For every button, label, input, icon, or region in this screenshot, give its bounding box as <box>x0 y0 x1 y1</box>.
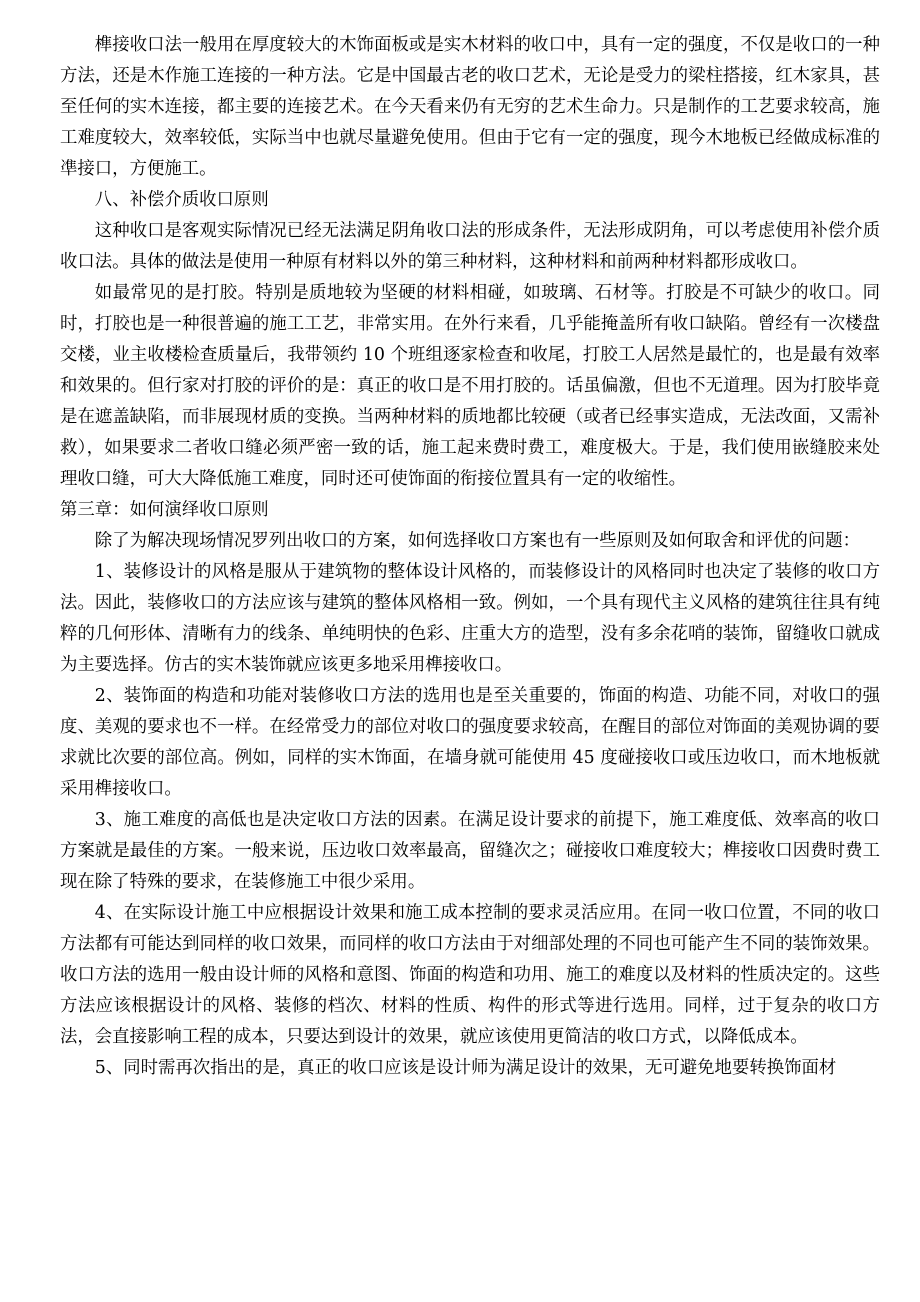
paragraph-glue-sealing: 如最常见的是打胶。特别是质地较为坚硬的材料相碰，如玻璃、石材等。打胶是不可缺少的收口。同时，打胶也是一种很普遍的施工工艺，非常实用。在外行来看，几乎能掩盖所有收口缺陷。曾经有一次楼盘交楼，业主收楼检查质量后，我带领约 10 个班组逐家检查和收尾，打胶工人居然是最忙的，也是最有效率和效果的。但行家对打胶的评价的是：真正的收口是不用打胶的。话虽偏激，但也不无道理。因为打胶毕竟是在遮盖缺陷，而非展现材质的变换。当两种材料的质地都比较硬（或者已经事实造成，无法改面，又需补救），如果要求二者收口缝必须严密一致的话，施工起来费时费工，难度极大。于是，我们使用嵌缝胶来处理收口缝，可大大降低施工难度，同时还可使饰面的衔接位置具有一定的收缩性。 <box>60 283 880 489</box>
paragraph-tenon-joint: 榫接收口法一般用在厚度较大的木饰面板或是实木材料的收口中，具有一定的强度，不仅是收口的一种方法，还是木作施工连接的一种方法。它是中国最古老的收口艺术，无论是受力的梁柱搭接，红木家具，甚至任何的实木连接，都主要的连接艺术。在今天看来仍有无穷的艺术生命力。只是制作的工艺要求较高，施工难度较大，效率较低，实际当中也就尽量避免使用。但由于它有一定的强度，现今木地板已经做成标准的凖接口，方便施工。 <box>60 35 880 179</box>
section-heading-compensation: 八、补偿介质收口原则 <box>94 190 269 210</box>
paragraph-point-4: 4、在实际设计施工中应根据设计效果和施工成本控制的要求灵活应用。在同一收口位置，不同的收口方法都有可能达到同样的收口效果，而同样的收口方法由于对细部处理的不同也可能产生不同的装饰效果。收口方法的选用一般由设计师的风格和意图、饰面的构造和功用、施工的难度以及材料的性质决定的。这些方法应该根据设计的风格、装修的档次、材料的性质、构件的形式等进行选用。同样，过于复杂的收口方法，会直接影响工程的成本，只要达到设计的效果，就应该使用更简洁的收口方式，以降低成本。 <box>60 903 880 1047</box>
paragraph-point-3: 3、施工难度的高低也是决定收口方法的因素。在满足设计要求的前提下，施工难度低、效率高的收口方案就是最佳的方案。一般来说，压边收口效率最高，留缝次之；碰接收口难度较大；榫接收口因费时费工现在除了特殊的要求，在装修施工中很少采用。 <box>60 810 880 892</box>
paragraph-point-5: 5、同时需再次指出的是，真正的收口应该是设计师为满足设计的效果，无可避免地要转换饰面材 <box>94 1058 837 1078</box>
paragraph-chapter-intro: 除了为解决现场情况罗列出收口的方案，如何选择收口方案也有一些原则及如何取舍和评优的问题： <box>94 531 860 551</box>
paragraph-compensation-intro: 这种收口是客观实际情况已经无法满足阴角收口法的形成条件，无法形成阴角，可以考虑使用补偿介质收口法。具体的做法是使用一种原有材料以外的第三种材料，这种材料和前两种材料都形成收口。 <box>60 221 880 272</box>
document-page <box>60 30 880 1084</box>
paragraph-point-1: 1、装修设计的风格是服从于建筑物的整体设计风格的，而装修设计的风格同时也决定了装修的收口方法。因此，装修收口的方法应该与建筑的整体风格相一致。例如，一个具有现代主义风格的建筑往往具有纯粹的几何形体、清晰有力的线条、单纯明快的色彩、庄重大方的造型，没有多余花哨的装饰，留缝收口就成为主要选择。仿古的实木装饰就应该更多地采用榫接收口。 <box>60 562 880 675</box>
chapter-heading-3: 第三章：如何演绎收口原则 <box>60 500 269 520</box>
paragraph-point-2: 2、装饰面的构造和功能对装修收口方法的选用也是至关重要的，饰面的构造、功能不同，对收口的强度、美观的要求也不一样。在经常受力的部位对收口的强度要求较高，在醒目的部位对饰面的美观协调的要求就比次要的部位高。例如，同样的实木饰面，在墙身就可能使用 45 度碰接收口或压边收口，而木地板就采用榫接收口。 <box>60 686 880 799</box>
